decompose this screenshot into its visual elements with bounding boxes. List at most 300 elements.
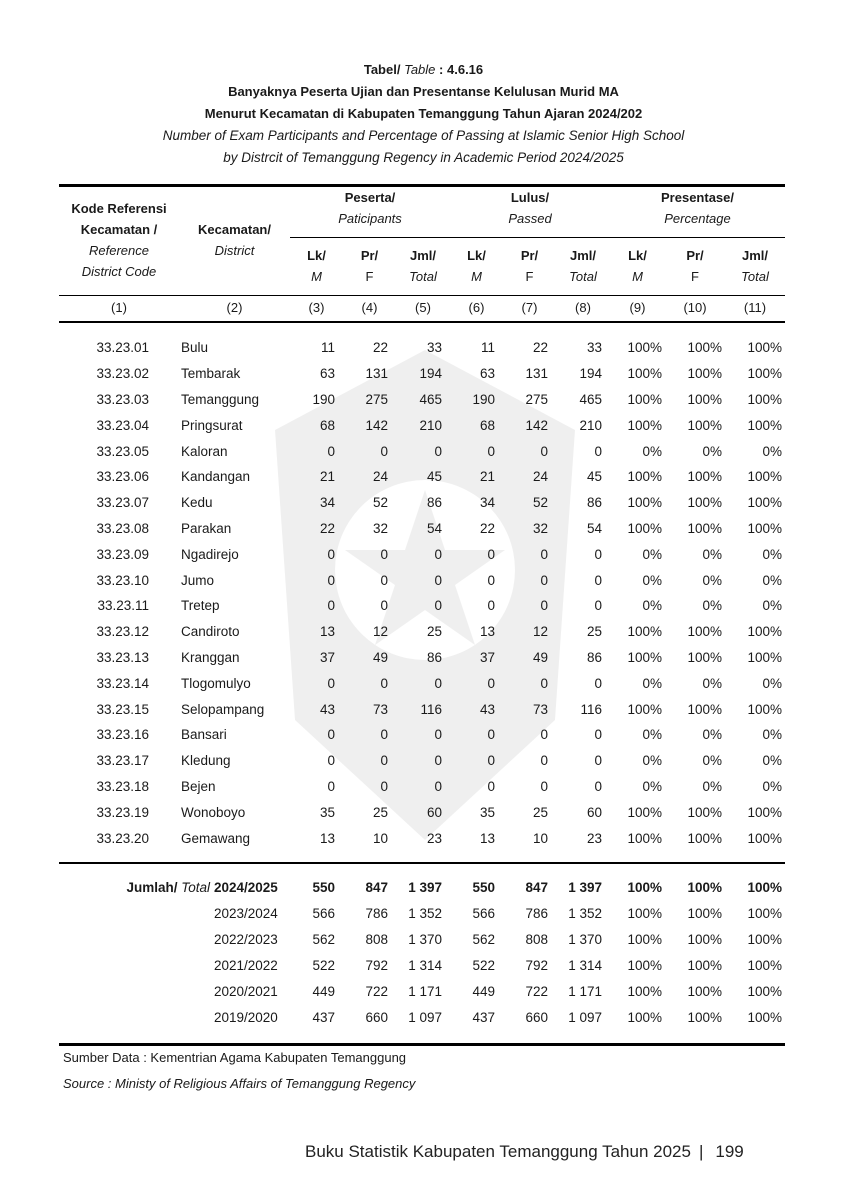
district-code-cell: 33.23.12 [96,624,149,640]
value-cell: 0 [434,753,442,769]
total-value-cell: 786 [525,905,548,921]
total-value-cell: 1 397 [568,879,602,895]
total-value-cell: 847 [525,879,548,895]
value-cell: 0 [540,727,548,743]
value-cell: 100% [627,624,662,640]
total-label-cell [59,978,214,1004]
value-cell: 86 [426,495,442,511]
total-value-cell: 660 [365,1009,388,1025]
value-cell: 0% [762,753,782,769]
total-value-cell: 100% [627,879,662,895]
district-code-cell: 33.23.14 [96,675,149,691]
value-cell: 190 [312,391,335,407]
total-value-cell: 100% [687,879,722,895]
total-label-cell [59,874,214,900]
value-cell: 100% [687,469,722,485]
value-cell: 0 [487,675,495,691]
value-cell: 12 [532,624,548,640]
total-label-cell [59,1004,214,1030]
district-code-cell: 33.23.07 [96,495,149,511]
district-name-cell: Pringsurat [181,417,243,433]
value-cell: 23 [586,830,602,846]
value-cell: 12 [372,624,388,640]
value-cell: 68 [319,417,335,433]
value-cell: 86 [426,649,442,665]
academic-year-cell: 2020/2021 [214,983,278,999]
value-cell: 0 [434,778,442,794]
total-value-cell: 100% [747,1009,782,1025]
total-value-cell: 722 [365,983,388,999]
value-cell: 0% [762,546,782,562]
value-cell: 0% [642,546,662,562]
value-cell: 22 [372,340,388,356]
total-value-cell: 1 171 [568,983,602,999]
value-cell: 10 [372,830,388,846]
total-label-english: Total [181,879,210,895]
table-row [59,387,785,413]
value-cell: 100% [687,649,722,665]
value-cell: 0 [594,443,602,459]
total-value-cell: 100% [747,931,782,947]
district-code-cell: 33.23.13 [96,649,149,665]
value-cell: 13 [479,624,495,640]
value-cell: 0% [702,443,722,459]
total-value-cell: 100% [747,957,782,973]
value-cell: 0% [762,675,782,691]
district-name-cell: Kledung [181,753,231,769]
total-value-cell: 100% [687,931,722,947]
value-cell: 100% [627,649,662,665]
value-cell: 21 [479,469,495,485]
total-value-cell: 100% [747,905,782,921]
total-value-cell: 1 352 [568,905,602,921]
value-cell: 43 [479,701,495,717]
total-row [59,952,785,978]
value-cell: 0% [762,778,782,794]
district-name-cell: Tlogomulyo [181,675,251,691]
academic-year-cell: 2022/2023 [214,931,278,947]
total-value-cell: 722 [525,983,548,999]
value-cell: 37 [479,649,495,665]
district-name-cell: Kranggan [181,649,240,665]
subheader-passed-female: Pr/ F [520,248,539,284]
value-cell: 43 [319,701,335,717]
value-cell: 52 [372,495,388,511]
value-cell: 100% [627,417,662,433]
value-cell: 142 [365,417,388,433]
value-cell: 100% [687,495,722,511]
total-value-cell: 100% [687,983,722,999]
value-cell: 0 [540,675,548,691]
value-cell: 100% [747,366,782,382]
total-value-cell: 522 [472,957,495,973]
value-cell: 0 [380,598,388,614]
value-cell: 100% [627,340,662,356]
total-value-cell: 100% [627,931,662,947]
table-row [59,490,785,516]
value-cell: 0 [380,727,388,743]
value-cell: 100% [687,804,722,820]
header-percentage: Presentase/ Percentage [661,190,734,226]
value-cell: 100% [687,391,722,407]
value-cell: 100% [747,804,782,820]
value-cell: 210 [579,417,602,433]
value-cell: 465 [419,391,442,407]
value-cell: 54 [586,520,602,536]
district-code-cell: 33.23.11 [97,598,149,614]
value-cell: 0 [594,778,602,794]
table-number-line: Tabel/ Table : 4.6.16 [363,62,484,77]
value-cell: 73 [532,701,548,717]
value-cell: 25 [586,624,602,640]
value-cell: 13 [479,830,495,846]
value-cell: 60 [426,804,442,820]
district-name-cell: Kaloran [181,443,228,459]
value-cell: 0% [702,675,722,691]
value-cell: 0 [327,675,335,691]
value-cell: 0 [327,443,335,459]
total-value-cell: 562 [472,931,495,947]
value-cell: 49 [532,649,548,665]
column-number: (3) [308,300,325,315]
value-cell: 0 [434,546,442,562]
value-cell: 0 [434,572,442,588]
value-cell: 0 [487,546,495,562]
value-cell: 0 [487,778,495,794]
total-value-cell: 660 [525,1009,548,1025]
value-cell: 0% [762,572,782,588]
total-row [59,926,785,952]
district-name-cell: Tretep [181,598,220,614]
value-cell: 0% [642,753,662,769]
district-code-cell: 33.23.09 [96,546,149,562]
total-value-cell: 100% [687,1009,722,1025]
subheader-passed-male: Lk/ M [467,248,486,284]
value-cell: 194 [579,366,602,382]
academic-year-cell: 2023/2024 [214,905,278,921]
value-cell: 100% [747,701,782,717]
total-value-cell: 1 314 [568,957,602,973]
district-code-cell: 33.23.19 [96,804,149,820]
value-cell: 100% [747,391,782,407]
total-value-cell: 1 097 [408,1009,442,1025]
value-cell: 0 [327,753,335,769]
table-row [59,541,785,567]
value-cell: 0% [762,598,782,614]
value-cell: 0 [594,727,602,743]
district-code-cell: 33.23.06 [96,469,149,485]
value-cell: 0 [594,675,602,691]
value-cell: 0 [540,546,548,562]
value-cell: 0% [642,443,662,459]
value-cell: 100% [747,649,782,665]
total-value-cell: 786 [365,905,388,921]
value-cell: 34 [319,495,335,511]
value-cell: 0 [540,443,548,459]
total-value-cell: 1 370 [408,931,442,947]
district-name-cell: Bansari [181,727,227,743]
district-name-cell: Selopampang [181,701,265,717]
value-cell: 73 [372,701,388,717]
footer-separator: | [698,1142,704,1161]
district-code-cell: 33.23.15 [96,701,149,717]
value-cell: 68 [479,417,495,433]
value-cell: 25 [426,624,442,640]
total-value-cell: 808 [525,931,548,947]
header-code: Kode Referensi Kecamatan / Reference District Code [71,201,167,279]
value-cell: 100% [747,340,782,356]
total-value-cell: 437 [472,1009,495,1025]
value-cell: 45 [426,469,442,485]
value-cell: 0% [642,572,662,588]
district-name-cell: Candiroto [181,624,240,640]
value-cell: 190 [472,391,495,407]
subheader-passed-total: Jml/ Total [569,248,597,284]
value-cell: 0 [594,598,602,614]
district-name-cell: Bejen [181,778,216,794]
value-cell: 0 [434,675,442,691]
table-row [59,774,785,800]
total-value-cell: 100% [687,905,722,921]
value-cell: 100% [687,830,722,846]
table-row [59,335,785,361]
value-cell: 22 [319,520,335,536]
page-number: 199 [715,1142,744,1161]
column-number: (10) [683,300,707,315]
value-cell: 86 [586,495,602,511]
value-cell: 0 [434,598,442,614]
value-cell: 100% [627,391,662,407]
value-cell: 0% [702,598,722,614]
district-name-cell: Kedu [181,495,213,511]
value-cell: 116 [580,701,602,717]
colnum-rule [59,321,785,323]
value-cell: 0 [540,753,548,769]
value-cell: 100% [747,417,782,433]
value-cell: 0 [327,598,335,614]
total-value-cell: 1 397 [408,879,442,895]
total-value-cell: 1 314 [408,957,442,973]
table-row [59,412,785,438]
total-value-cell: 792 [525,957,548,973]
district-name-cell: Bulu [181,340,209,356]
totals-table [59,874,785,1030]
value-cell: 35 [479,804,495,820]
value-cell: 100% [627,520,662,536]
value-cell: 0 [487,572,495,588]
district-name-cell: Kandangan [181,469,251,485]
total-row [59,978,785,1004]
total-value-cell: 522 [312,957,335,973]
total-value-cell: 550 [312,879,335,895]
subheader-participants-female: Pr/ F [360,248,379,284]
table-row [59,567,785,593]
value-cell: 0 [434,727,442,743]
table-row [59,799,785,825]
total-value-cell: 1 097 [568,1009,602,1025]
value-cell: 52 [532,495,548,511]
district-code-cell: 33.23.03 [96,391,149,407]
value-cell: 22 [532,340,548,356]
value-cell: 0 [594,572,602,588]
value-cell: 100% [627,701,662,717]
value-cell: 0 [327,546,335,562]
value-cell: 32 [532,520,548,536]
value-cell: 100% [747,495,782,511]
value-cell: 49 [372,649,388,665]
value-cell: 131 [525,366,548,382]
value-cell: 0% [642,727,662,743]
total-row [59,874,785,900]
title-english-2: by Distrcit of Temanggung Regency in Academic Period 2024/2025 [223,150,624,165]
value-cell: 116 [420,701,442,717]
value-cell: 142 [525,417,548,433]
district-name-cell: Temanggung [181,391,260,407]
value-cell: 100% [627,495,662,511]
table-row [59,670,785,696]
header-participants: Peserta/ Paticipants [338,190,402,226]
value-cell: 86 [586,649,602,665]
value-cell: 100% [627,804,662,820]
column-number: (2) [226,300,243,315]
source-indonesian: Sumber Data : Kementrian Agama Kabupaten Temanggung [63,1050,407,1065]
table-bottom-rule [59,1043,785,1046]
district-data-table [59,335,785,851]
table-row [59,722,785,748]
column-number: (4) [361,300,378,315]
total-value-cell: 100% [627,983,662,999]
value-cell: 100% [687,701,722,717]
academic-year-cell: 2024/2025 [214,879,278,895]
academic-year-cell: 2021/2022 [214,957,278,973]
district-name-cell: Wonoboyo [181,804,246,820]
value-cell: 100% [747,469,782,485]
value-cell: 0 [540,598,548,614]
value-cell: 0 [327,727,335,743]
district-name-cell: Jumo [181,572,215,588]
table-title-block [0,59,847,169]
table-row [59,516,785,542]
value-cell: 0 [594,753,602,769]
subheader-percentage-total: Jml/ Total [741,248,769,284]
header-district: Kecamatan/ District [198,222,271,258]
value-cell: 60 [586,804,602,820]
value-cell: 0 [380,778,388,794]
value-cell: 63 [319,366,335,382]
value-cell: 32 [372,520,388,536]
column-number: (6) [468,300,485,315]
footer-publication-title: Buku Statistik Kabupaten Temanggung Tahun 2025 [305,1142,691,1161]
table-row [59,696,785,722]
title-english-1: Number of Exam Participants and Percentage of Passing at Islamic Senior High School [162,128,685,143]
column-number: (9) [629,300,646,315]
value-cell: 0% [702,753,722,769]
value-cell: 0% [702,778,722,794]
total-value-cell: 449 [312,983,335,999]
value-cell: 0% [702,546,722,562]
total-value-cell: 1 171 [408,983,442,999]
table-row [59,619,785,645]
value-cell: 25 [372,804,388,820]
total-value-cell: 808 [365,931,388,947]
total-value-cell: 100% [747,879,782,895]
column-number: (11) [743,300,767,315]
total-row [59,1004,785,1030]
table-row [59,593,785,619]
value-cell: 23 [426,830,442,846]
header-passed: Lulus/ Passed [508,190,552,226]
subheader-participants-male: Lk/ M [307,248,326,284]
table-row [59,361,785,387]
district-name-cell: Tembarak [181,366,241,382]
value-cell: 0% [762,727,782,743]
total-value-cell: 437 [312,1009,335,1025]
district-name-cell: Gemawang [181,830,251,846]
district-code-cell: 33.23.02 [96,366,149,382]
value-cell: 0% [642,675,662,691]
value-cell: 0 [594,546,602,562]
value-cell: 100% [747,624,782,640]
total-value-cell: 449 [472,983,495,999]
value-cell: 34 [479,495,495,511]
total-label-cell [59,926,214,952]
value-cell: 100% [687,340,722,356]
value-cell: 0 [487,727,495,743]
column-number: (5) [415,300,431,315]
district-code-cell: 33.23.08 [96,520,149,536]
value-cell: 0 [487,753,495,769]
total-label-cell [59,952,214,978]
subheader-participants-total: Jml/ Total [409,248,437,284]
total-value-cell: 1 352 [408,905,442,921]
subheader-percentage-female: Pr/ F [686,248,704,284]
value-cell: 10 [532,830,548,846]
total-value-cell: 792 [365,957,388,973]
value-cell: 13 [319,624,335,640]
value-cell: 63 [479,366,495,382]
title-indonesian-1: Banyaknya Peserta Ujian dan Presentanse Kelulusan Murid MA [228,84,619,99]
total-row [59,900,785,926]
academic-year-cell: 2019/2020 [214,1009,278,1025]
column-number: (7) [521,300,538,315]
subheader-percentage-male: Lk/ M [628,248,647,284]
total-label-cell [59,900,214,926]
value-cell: 100% [627,469,662,485]
total-value-cell: 566 [472,905,495,921]
value-cell: 0% [642,598,662,614]
value-cell: 22 [479,520,495,536]
value-cell: 0 [380,753,388,769]
value-cell: 0 [380,546,388,562]
column-number: (8) [575,300,591,315]
value-cell: 0% [702,727,722,743]
value-cell: 275 [525,391,548,407]
value-cell: 0 [540,572,548,588]
value-cell: 13 [319,830,335,846]
value-cell: 35 [319,804,335,820]
value-cell: 54 [426,520,442,536]
total-value-cell: 550 [472,879,495,895]
value-cell: 100% [687,624,722,640]
total-label: Jumlah/ [126,879,178,895]
value-cell: 131 [365,366,388,382]
page-footer [305,1142,744,1162]
value-cell: 24 [372,469,388,485]
total-value-cell: 100% [687,957,722,973]
header-bottom-rule [59,295,785,296]
value-cell: 24 [532,469,548,485]
value-cell: 100% [687,366,722,382]
